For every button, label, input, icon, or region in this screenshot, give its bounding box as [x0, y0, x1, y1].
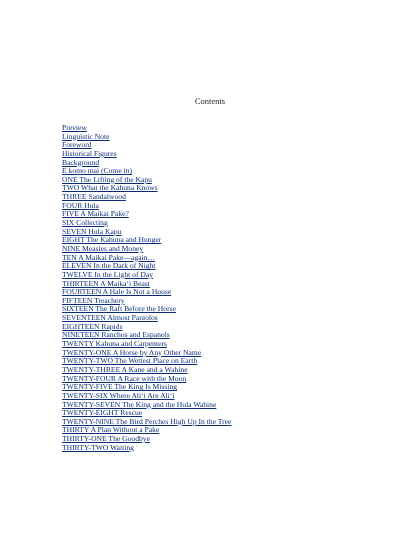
toc-link[interactable]: Linguistic Note — [62, 131, 110, 141]
page-title: Contents — [194, 96, 226, 106]
toc-link[interactable]: EIGHT The Kahuna and Hunger — [62, 235, 162, 245]
toc-list — [62, 124, 231, 452]
toc-link[interactable]: TEN A Maikai Pake—again… — [62, 252, 156, 262]
toc-link[interactable]: TWELVE In the Light of Day — [62, 269, 154, 279]
toc-link[interactable]: TWENTY-TWO The Wettest Place on Earth — [62, 356, 198, 366]
toc-link[interactable]: E komo mai (Come in) — [62, 166, 133, 176]
toc-link[interactable]: TWENTY-NINE The Bird Perches High Up In the Tree — [62, 416, 232, 426]
toc-link[interactable]: NINE Measles and Money — [62, 243, 144, 253]
toc-link[interactable]: ONE The Lifting of the Kapu — [62, 174, 152, 184]
toc-link[interactable]: Historical Figures — [62, 148, 117, 158]
toc-link[interactable]: TWENTY-SIX Where Ali‘i Are Ali‘i — [62, 390, 175, 400]
toc-link[interactable]: FIFTEEN Treachery — [62, 295, 125, 305]
toc-link[interactable]: THIRTEEN A Maika‘i Beast — [62, 278, 150, 288]
toc-link[interactable]: TWENTY Kahuna and Carpenters — [62, 339, 167, 349]
toc-link[interactable]: SEVEN Hula Kapu — [62, 226, 122, 236]
toc-link[interactable]: NINETEEN Ranchos and Espanols — [62, 330, 170, 340]
toc-link[interactable]: Foreword — [62, 140, 92, 150]
toc-link[interactable]: SIX Collecting — [62, 218, 108, 228]
toc-item — [62, 444, 231, 453]
toc-link[interactable]: TWENTY-FIVE The King Is Missing — [62, 382, 178, 392]
toc-link[interactable]: Preview — [62, 123, 87, 132]
toc-link[interactable]: TWENTY-EIGHT Rescue — [62, 408, 143, 418]
toc-link[interactable]: THREE Sandalwood — [62, 192, 126, 202]
toc-link[interactable]: THIRTY-TWO Waiting — [62, 442, 134, 452]
toc-link[interactable]: THIRTY A Plan Without a Pake — [62, 425, 160, 435]
toc-link[interactable]: EIGHTEEN Rapids — [62, 321, 123, 331]
toc-link[interactable]: FIVE A Maikai Pake? — [62, 209, 129, 219]
toc-link[interactable]: Background — [62, 157, 100, 167]
toc-link[interactable]: SIXTEEN The Raft Before the Horse — [62, 304, 176, 314]
toc-link[interactable]: FOURTEEN A Hale Is Not a House — [62, 287, 172, 297]
toc-link[interactable]: TWO What the Kahuna Knows — [62, 183, 158, 193]
toc-link[interactable]: THIRTY-ONE The Goodbye — [62, 434, 150, 444]
toc-link[interactable]: SEVENTEEN Almost Paniolos — [62, 313, 158, 323]
toc-link[interactable]: TWENTY-ONE A Horse by Any Other Name — [62, 347, 202, 357]
toc-link[interactable]: TWENTY-SEVEN The King and the Hula Wahine — [62, 399, 217, 409]
toc-link[interactable]: TWENTY-THREE A Kane and a Wahine — [62, 364, 188, 374]
toc-link[interactable]: TWENTY-FOUR A Race with the Moon — [62, 373, 187, 383]
toc-link[interactable]: FOUR Hula — [62, 200, 99, 210]
toc-link[interactable]: ELEVEN In the Dark of Night — [62, 261, 156, 271]
